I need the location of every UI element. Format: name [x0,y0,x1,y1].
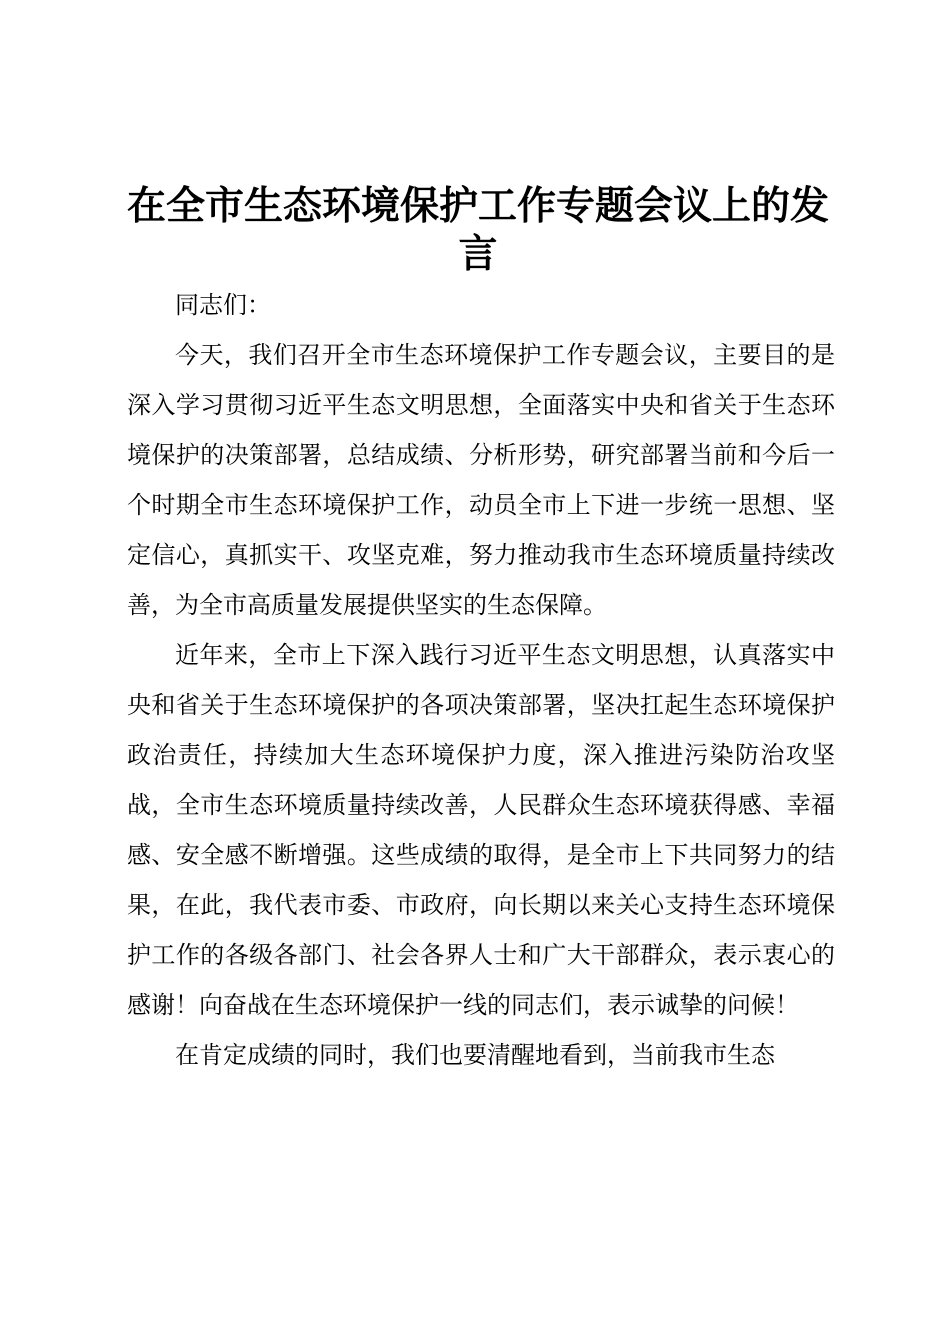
paragraph-challenges: 在肯定成绩的同时，我们也要清醒地看到，当前我市生态 [175,1041,775,1069]
document-body [127,280,835,1080]
document-title: 在全市生态环境保护工作专题会议上的发言 [126,184,829,277]
paragraph-achievements: 近年来，全市上下深入践行习近平生态文明思想，认真落实中央和省关于生态环境保护的各项决策部署，坚决扛起生态环境保护政治责任，持续加大生态环境保护力度，深入推进污染防治攻坚战，全市生态环境质量持续改善，人民群众生态环境获得感、幸福感、安全感不断增强。这些成绩的取得，是全市上下共同努力的结果，在此，我代表市委、市政府，向长期以来关心支持生态环境保护工作的各级各部门、社会各界人士和广大干部群众，表示衷心的感谢！向奋战在生态环境保护一线的同志们，表示诚挚的问候！ [127,641,835,1019]
paragraph-opening: 今天，我们召开全市生态环境保护工作专题会议，主要目的是深入学习贯彻习近平生态文明思想，全面落实中央和省关于生态环境保护的决策部署，总结成绩、分析形势，研究部署当前和今后一个时期全市生态环境保护工作，动员全市上下进一步统一思想、坚定信心，真抓实干、攻坚克难，努力推动我市生态环境质量持续改善，为全市高质量发展提供坚实的生态保障。 [127,341,835,619]
salutation: 同志们： [175,291,271,319]
